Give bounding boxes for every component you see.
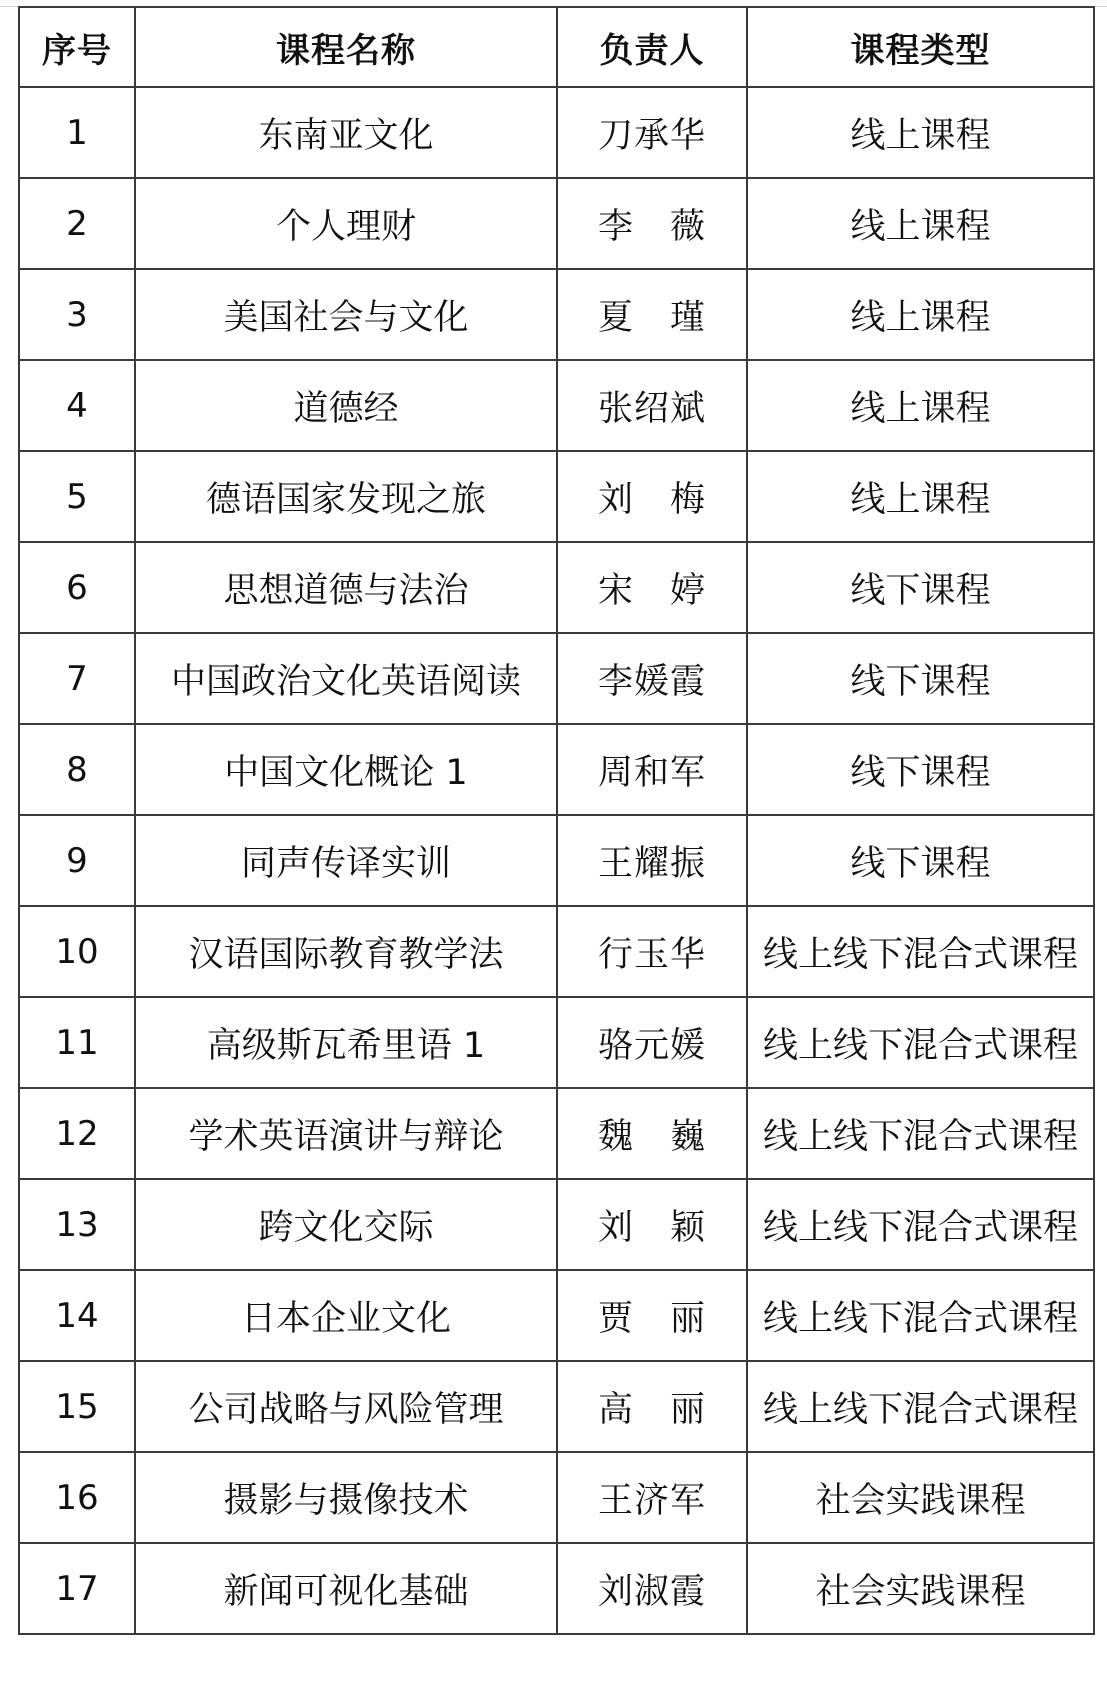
cell-course-name: 道德经 <box>135 360 557 451</box>
cell-course-type: 线上线下混合式课程 <box>747 1088 1094 1179</box>
cell-course-name: 跨文化交际 <box>135 1179 557 1270</box>
header-owner: 负责人 <box>557 7 747 87</box>
cell-course-name: 日本企业文化 <box>135 1270 557 1361</box>
cell-serial-number: 8 <box>19 724 135 815</box>
table-row <box>19 724 1094 815</box>
cell-course-type: 线上线下混合式课程 <box>747 906 1094 997</box>
cell-course-name: 个人理财 <box>135 178 557 269</box>
table-row <box>19 1361 1094 1452</box>
cell-owner: 刘 梅 <box>557 451 747 542</box>
table-row <box>19 1452 1094 1543</box>
cell-course-type: 线上课程 <box>747 269 1094 360</box>
cell-course-name: 同声传译实训 <box>135 815 557 906</box>
cell-course-name: 公司战略与风险管理 <box>135 1361 557 1452</box>
cell-course-type: 线上线下混合式课程 <box>747 1361 1094 1452</box>
header-course-name: 课程名称 <box>135 7 557 87</box>
cell-owner: 魏 巍 <box>557 1088 747 1179</box>
table-row <box>19 269 1094 360</box>
cell-owner: 张绍斌 <box>557 360 747 451</box>
cell-course-type: 线下课程 <box>747 542 1094 633</box>
header-row <box>19 7 1094 87</box>
cell-owner: 王济军 <box>557 1452 747 1543</box>
cell-course-name: 摄影与摄像技术 <box>135 1452 557 1543</box>
cell-serial-number: 17 <box>19 1543 135 1634</box>
table-row <box>19 1179 1094 1270</box>
table-row <box>19 1543 1094 1634</box>
table-row <box>19 1088 1094 1179</box>
cell-owner: 骆元媛 <box>557 997 747 1088</box>
header-serial-number: 序号 <box>19 7 135 87</box>
table-row <box>19 87 1094 178</box>
table-row <box>19 815 1094 906</box>
table-row <box>19 451 1094 542</box>
cell-course-type: 社会实践课程 <box>747 1452 1094 1543</box>
table-row <box>19 1270 1094 1361</box>
cell-serial-number: 13 <box>19 1179 135 1270</box>
cell-course-type: 线上课程 <box>747 178 1094 269</box>
cell-course-type: 线上课程 <box>747 360 1094 451</box>
cell-owner: 李 薇 <box>557 178 747 269</box>
cell-course-name: 汉语国际教育教学法 <box>135 906 557 997</box>
cell-serial-number: 6 <box>19 542 135 633</box>
cell-owner: 行玉华 <box>557 906 747 997</box>
cell-course-type: 线下课程 <box>747 633 1094 724</box>
cell-course-name: 学术英语演讲与辩论 <box>135 1088 557 1179</box>
cell-course-name: 中国政治文化英语阅读 <box>135 633 557 724</box>
table-row <box>19 178 1094 269</box>
cell-serial-number: 15 <box>19 1361 135 1452</box>
cell-serial-number: 7 <box>19 633 135 724</box>
cell-serial-number: 9 <box>19 815 135 906</box>
cell-owner: 刘淑霞 <box>557 1543 747 1634</box>
cell-course-type: 线上线下混合式课程 <box>747 1179 1094 1270</box>
cell-owner: 王耀振 <box>557 815 747 906</box>
table-row <box>19 633 1094 724</box>
table-body <box>19 87 1094 1634</box>
cell-course-type: 线上课程 <box>747 87 1094 178</box>
cell-owner: 夏 瑾 <box>557 269 747 360</box>
cell-serial-number: 11 <box>19 997 135 1088</box>
cell-course-type: 线下课程 <box>747 724 1094 815</box>
cell-owner: 李媛霞 <box>557 633 747 724</box>
cell-course-name: 中国文化概论 1 <box>135 724 557 815</box>
cell-course-name: 美国社会与文化 <box>135 269 557 360</box>
cell-serial-number: 3 <box>19 269 135 360</box>
cell-course-type: 线上线下混合式课程 <box>747 997 1094 1088</box>
cell-serial-number: 2 <box>19 178 135 269</box>
table-row <box>19 997 1094 1088</box>
cell-owner: 刘 颖 <box>557 1179 747 1270</box>
cell-course-type: 线下课程 <box>747 815 1094 906</box>
cell-owner: 高 丽 <box>557 1361 747 1452</box>
table-row <box>19 360 1094 451</box>
cell-serial-number: 5 <box>19 451 135 542</box>
table-header <box>19 7 1094 87</box>
cell-serial-number: 16 <box>19 1452 135 1543</box>
cell-course-name: 新闻可视化基础 <box>135 1543 557 1634</box>
cell-course-name: 高级斯瓦希里语 1 <box>135 997 557 1088</box>
cell-owner: 贾 丽 <box>557 1270 747 1361</box>
course-table <box>18 6 1095 1635</box>
cell-serial-number: 12 <box>19 1088 135 1179</box>
cell-serial-number: 1 <box>19 87 135 178</box>
cell-owner: 周和军 <box>557 724 747 815</box>
cell-course-name: 思想道德与法治 <box>135 542 557 633</box>
cell-course-name: 东南亚文化 <box>135 87 557 178</box>
header-course-type: 课程类型 <box>747 7 1094 87</box>
cell-serial-number: 14 <box>19 1270 135 1361</box>
cell-serial-number: 10 <box>19 906 135 997</box>
table-row <box>19 906 1094 997</box>
cell-serial-number: 4 <box>19 360 135 451</box>
table-row <box>19 542 1094 633</box>
cell-course-type: 社会实践课程 <box>747 1543 1094 1634</box>
cell-course-type: 线上课程 <box>747 451 1094 542</box>
cell-course-type: 线上线下混合式课程 <box>747 1270 1094 1361</box>
cell-course-name: 德语国家发现之旅 <box>135 451 557 542</box>
cell-owner: 宋 婷 <box>557 542 747 633</box>
cell-owner: 刀承华 <box>557 87 747 178</box>
